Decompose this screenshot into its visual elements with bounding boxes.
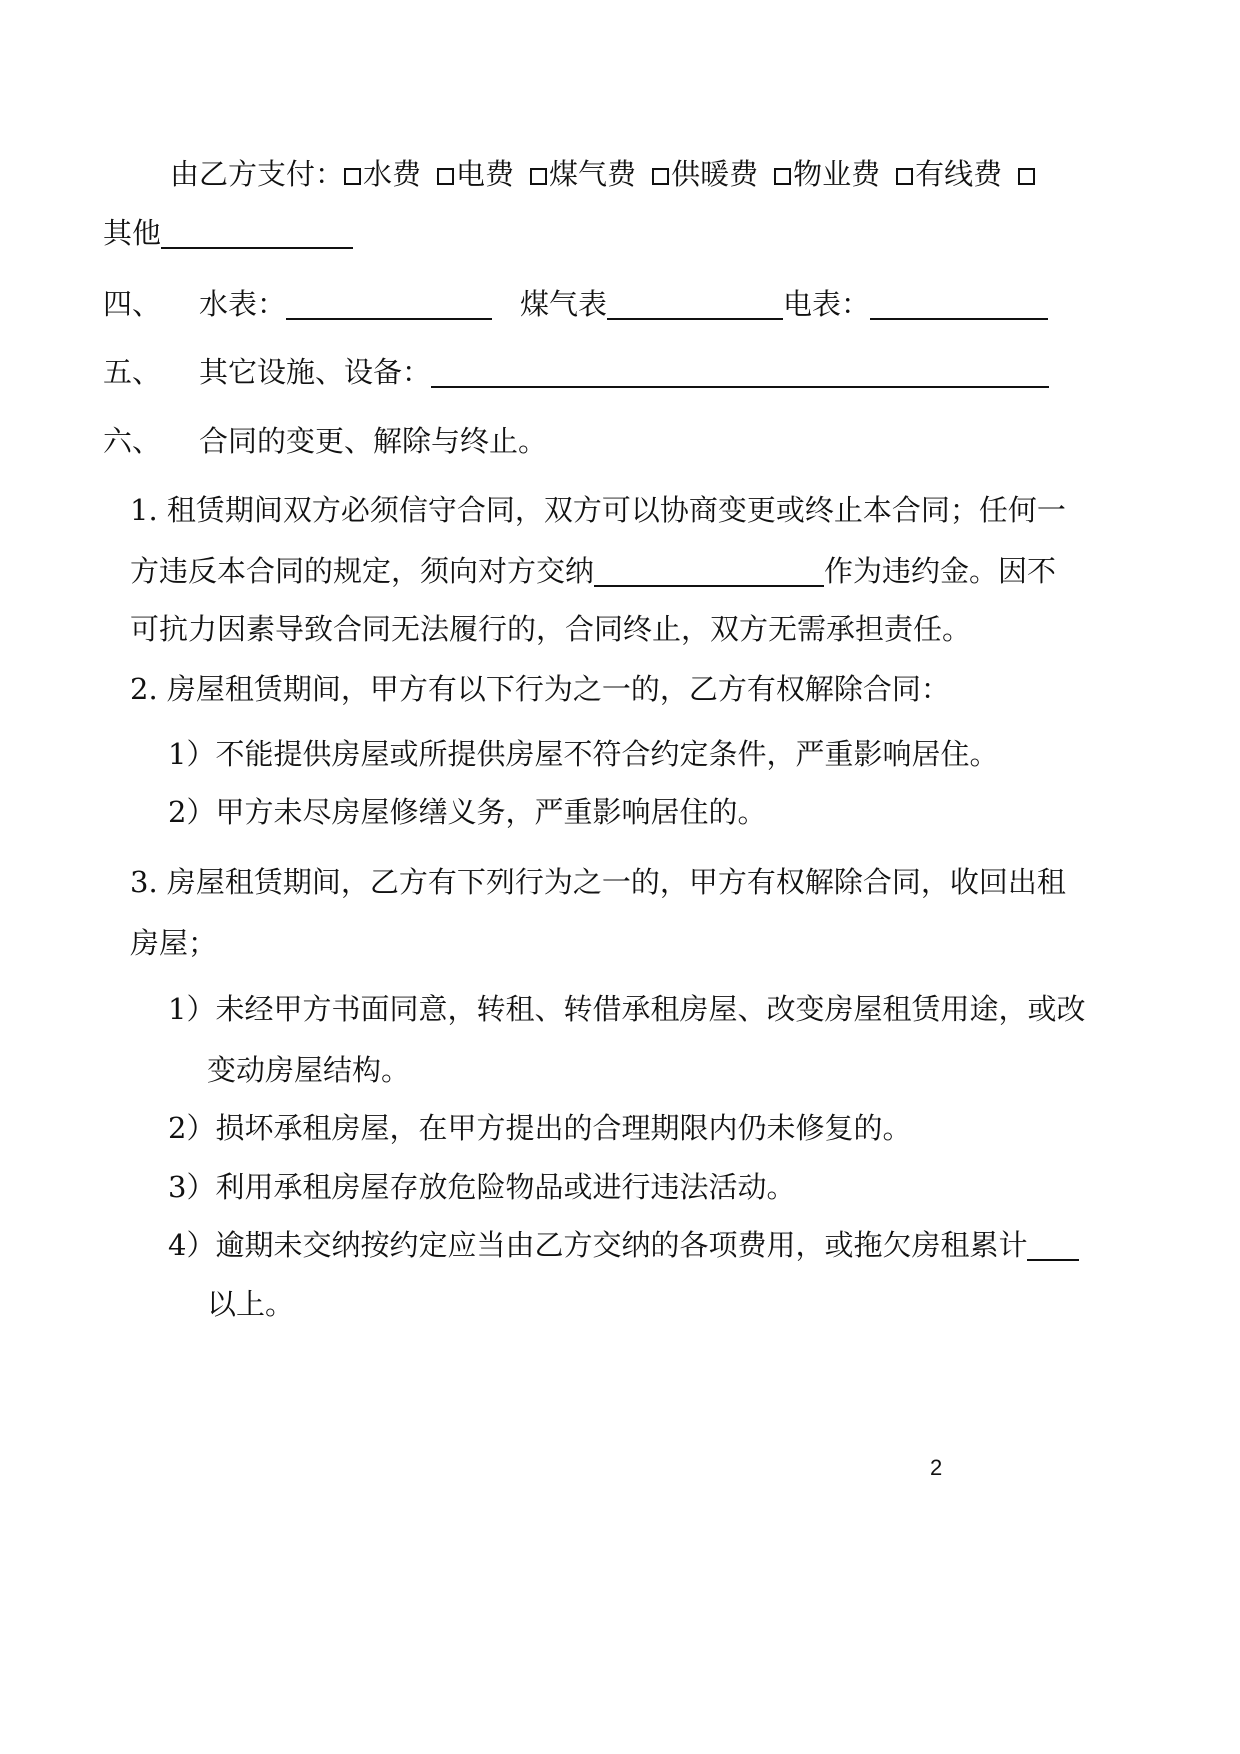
electric-meter-blank[interactable] <box>870 290 1048 320</box>
clause3-item1-line2: 变动房屋结构。 <box>207 1053 411 1087</box>
clause2-item1: 1）不能提供房屋或所提供房屋不符合约定条件，严重影响居住。 <box>168 737 999 771</box>
clause1-line3: 可抗力因素导致合同无法履行的，合同终止，双方无需承担责任。 <box>130 612 972 646</box>
cable-fee-checkbox[interactable] <box>896 168 913 185</box>
other-fee-line <box>103 213 353 253</box>
water-meter-label: 水表： <box>199 287 287 321</box>
clause3-item4-text: 4）逾期未交纳按约定应当由乙方交纳的各项费用，或拖欠房租累计 <box>168 1228 1028 1262</box>
other-fee-label: 其他 <box>103 216 162 250</box>
facilities-blank[interactable] <box>431 358 1049 388</box>
gas-meter-label: 煤气表 <box>520 287 608 321</box>
electric-meter-label: 电表： <box>783 287 871 321</box>
rent-arrears-blank[interactable] <box>1027 1231 1079 1261</box>
section6-number: 六、 <box>103 424 162 458</box>
clause1-line2 <box>130 551 1056 591</box>
clause3-item4-line2: 以上。 <box>207 1287 295 1321</box>
gas-fee-label: 煤气费 <box>549 157 637 191</box>
utilities-label: 由乙方支付： <box>170 157 345 191</box>
clause3-item4-line1 <box>168 1225 1079 1265</box>
electric-fee-checkbox[interactable] <box>437 168 454 185</box>
gas-fee-checkbox[interactable] <box>530 168 547 185</box>
penalty-amount-blank[interactable] <box>594 557 824 587</box>
clause3-line1: 3. 房屋租赁期间，乙方有下列行为之一的，甲方有权解除合同，收回出租 <box>130 865 1066 899</box>
section4-line <box>103 284 1048 324</box>
other-fee-blank[interactable] <box>161 219 353 249</box>
section4-number: 四、 <box>103 287 162 321</box>
clause1-line1: 1. 租赁期间双方必须信守合同，双方可以协商变更或终止本合同；任何一 <box>130 493 1066 527</box>
clause1-line2-pre: 方违反本合同的规定，须向对方交纳 <box>130 554 595 588</box>
clause1-line2-post: 作为违约金。因不 <box>824 554 1057 588</box>
clause3-item1-line1: 1）未经甲方书面同意，转租、转借承租房屋、改变房屋租赁用途，或改 <box>168 992 1086 1026</box>
property-fee-checkbox[interactable] <box>774 168 791 185</box>
property-fee-label: 物业费 <box>793 157 881 191</box>
clause2-item2: 2）甲方未尽房屋修缮义务，严重影响居住的。 <box>168 795 767 829</box>
cable-fee-label: 有线费 <box>915 157 1003 191</box>
utilities-line <box>170 154 1037 194</box>
water-fee-checkbox[interactable] <box>344 168 361 185</box>
clause3-item3: 3）利用承租房屋存放危险物品或进行违法活动。 <box>168 1170 796 1204</box>
other-fee-checkbox[interactable] <box>1018 168 1035 185</box>
facilities-label: 其它设施、设备： <box>199 355 432 389</box>
gas-meter-blank[interactable] <box>607 290 783 320</box>
water-meter-blank[interactable] <box>286 290 492 320</box>
heating-fee-checkbox[interactable] <box>652 168 669 185</box>
water-fee-label: 水费 <box>363 157 422 191</box>
page-number: 2 <box>930 1455 943 1480</box>
clause3-item2: 2）损坏承租房屋，在甲方提出的合理期限内仍未修复的。 <box>168 1111 912 1145</box>
section6-title: 合同的变更、解除与终止。 <box>199 424 548 458</box>
clause3-line2: 房屋； <box>130 926 218 960</box>
heating-fee-label: 供暖费 <box>671 157 759 191</box>
section5-number: 五、 <box>103 355 162 389</box>
section5-line <box>103 352 1049 392</box>
electric-fee-label: 电费 <box>456 157 515 191</box>
clause2-line1: 2. 房屋租赁期间，甲方有以下行为之一的，乙方有权解除合同： <box>130 672 950 706</box>
section6-heading <box>103 421 547 461</box>
